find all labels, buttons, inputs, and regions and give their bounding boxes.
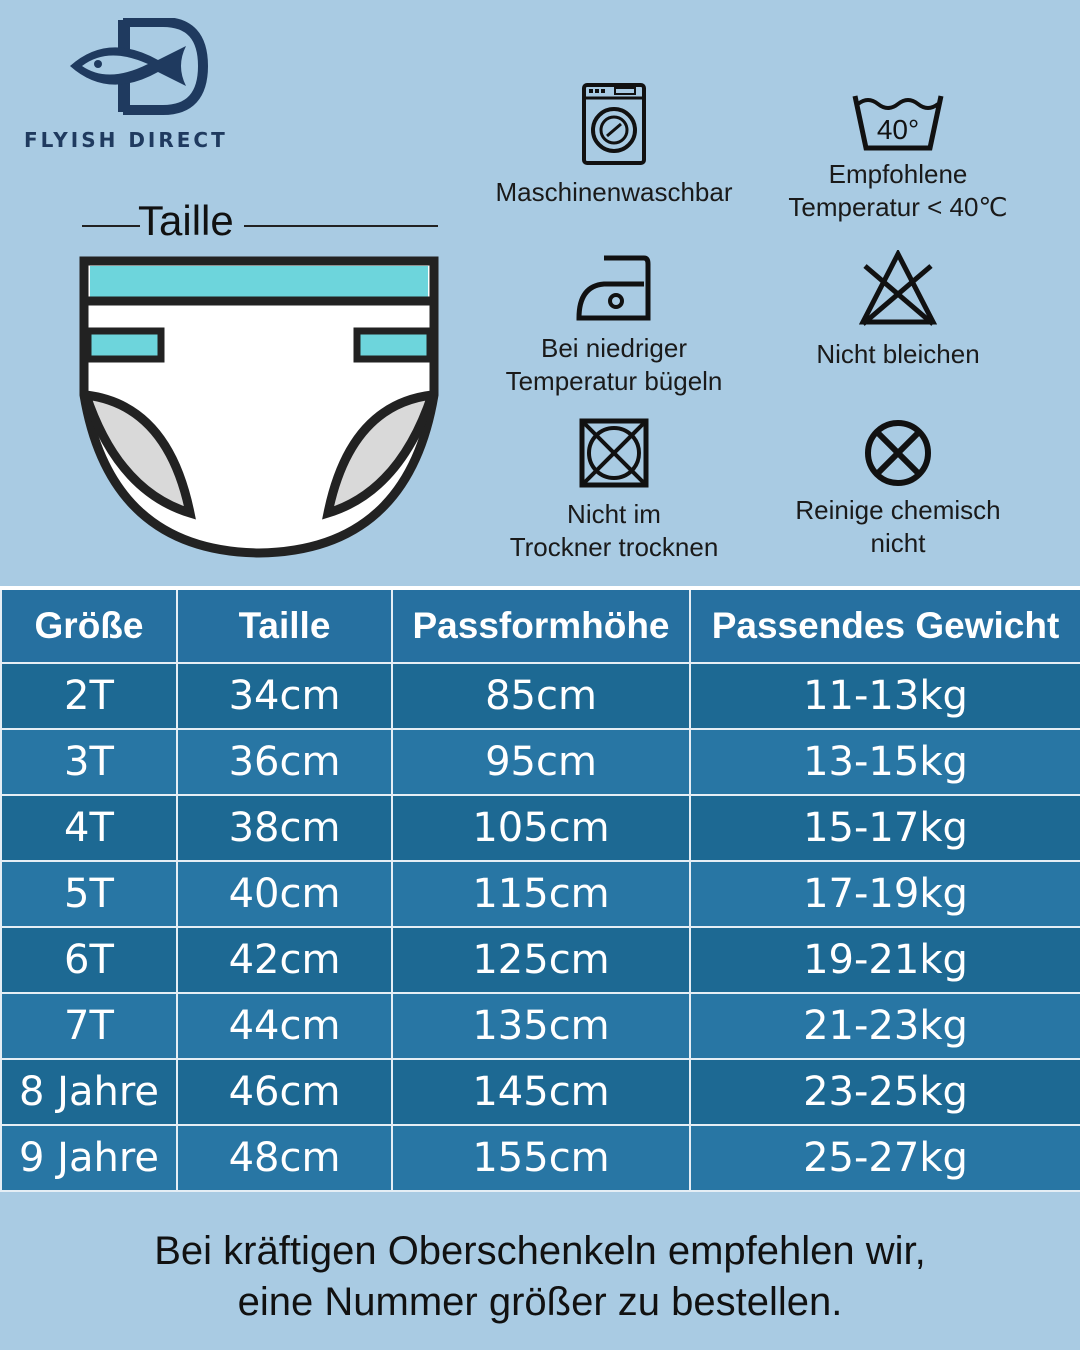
table-row — [1, 729, 1080, 795]
cell-waist: 48cm — [177, 1125, 392, 1191]
size-table — [0, 586, 1080, 1192]
cell-weight: 17-19kg — [690, 861, 1080, 927]
care-no-dry-clean — [770, 418, 1026, 560]
table-row — [1, 795, 1080, 861]
cell-size: 3T — [1, 729, 177, 795]
cell-size: 5T — [1, 861, 177, 927]
care-label: nicht — [870, 528, 926, 558]
brand-name: FLYISH DIRECT — [24, 128, 228, 152]
cell-fit-height: 115cm — [392, 861, 690, 927]
care-label: Maschinenwaschbar — [495, 177, 733, 207]
table-row — [1, 1125, 1080, 1191]
cell-fit-height: 145cm — [392, 1059, 690, 1125]
cell-size: 2T — [1, 663, 177, 729]
care-label: Reinige chemisch — [795, 495, 1001, 525]
table-row — [1, 663, 1080, 729]
cell-weight: 21-23kg — [690, 993, 1080, 1059]
care-iron-low — [470, 254, 758, 398]
cell-weight: 25-27kg — [690, 1125, 1080, 1191]
cell-waist: 36cm — [177, 729, 392, 795]
cell-waist: 46cm — [177, 1059, 392, 1125]
cell-weight: 19-21kg — [690, 927, 1080, 993]
care-no-tumble-dry — [470, 418, 758, 564]
cell-fit-height: 155cm — [392, 1125, 690, 1191]
cell-waist: 44cm — [177, 993, 392, 1059]
cell-waist: 38cm — [177, 795, 392, 861]
waist-line-left — [82, 225, 140, 227]
care-machine-wash — [470, 82, 758, 209]
cell-weight: 13-15kg — [690, 729, 1080, 795]
fish-d-logo-icon — [68, 18, 208, 118]
care-wash-temperature — [760, 92, 1036, 224]
no-bleach-icon — [859, 250, 937, 328]
care-label: Trockner trocknen — [509, 532, 719, 562]
washing-machine-icon — [581, 82, 647, 166]
cell-fit-height: 95cm — [392, 729, 690, 795]
header-waist: Taille — [177, 588, 392, 663]
cell-size: 4T — [1, 795, 177, 861]
waist-label: Taille — [138, 197, 234, 244]
cell-fit-height: 85cm — [392, 663, 690, 729]
cell-size: 8 Jahre — [1, 1059, 177, 1125]
cell-fit-height: 105cm — [392, 795, 690, 861]
wash-40-icon — [852, 92, 944, 152]
fit-advice-line-1: Bei kräftigen Oberschenkeln empfehlen wir, — [154, 1229, 926, 1273]
care-no-bleach — [770, 250, 1026, 371]
iron-low-icon — [574, 254, 654, 322]
cell-size: 9 Jahre — [1, 1125, 177, 1191]
care-label: Nicht bleichen — [816, 339, 980, 369]
fit-advice-note — [0, 1226, 1080, 1328]
cell-weight: 23-25kg — [690, 1059, 1080, 1125]
care-label: Temperatur < 40℃ — [788, 192, 1008, 222]
wash-temp-badge: 40° — [876, 114, 920, 145]
brief-diagram — [78, 255, 440, 560]
brand-logo — [20, 18, 260, 158]
no-tumble-dry-icon — [579, 418, 649, 488]
table-row — [1, 927, 1080, 993]
no-dry-clean-icon — [863, 418, 933, 488]
cell-size: 7T — [1, 993, 177, 1059]
cell-waist: 42cm — [177, 927, 392, 993]
cell-size: 6T — [1, 927, 177, 993]
cell-weight: 15-17kg — [690, 795, 1080, 861]
header-weight: Passendes Gewicht — [690, 588, 1080, 663]
table-row — [1, 861, 1080, 927]
cell-waist: 40cm — [177, 861, 392, 927]
header-fit-height: Passformhöhe — [392, 588, 690, 663]
fit-advice-line-2: eine Nummer größer zu bestellen. — [237, 1280, 843, 1324]
cell-fit-height: 125cm — [392, 927, 690, 993]
cell-waist: 34cm — [177, 663, 392, 729]
care-label: Bei niedriger — [541, 333, 687, 363]
care-label: Nicht im — [567, 499, 661, 529]
header-size: Größe — [1, 588, 177, 663]
table-row — [1, 1059, 1080, 1125]
care-label: Empfohlene — [828, 159, 968, 189]
table-header-row — [1, 588, 1080, 663]
table-row — [1, 993, 1080, 1059]
cell-weight: 11-13kg — [690, 663, 1080, 729]
waist-line-right — [244, 225, 438, 227]
cell-fit-height: 135cm — [392, 993, 690, 1059]
care-label: Temperatur bügeln — [505, 366, 723, 396]
